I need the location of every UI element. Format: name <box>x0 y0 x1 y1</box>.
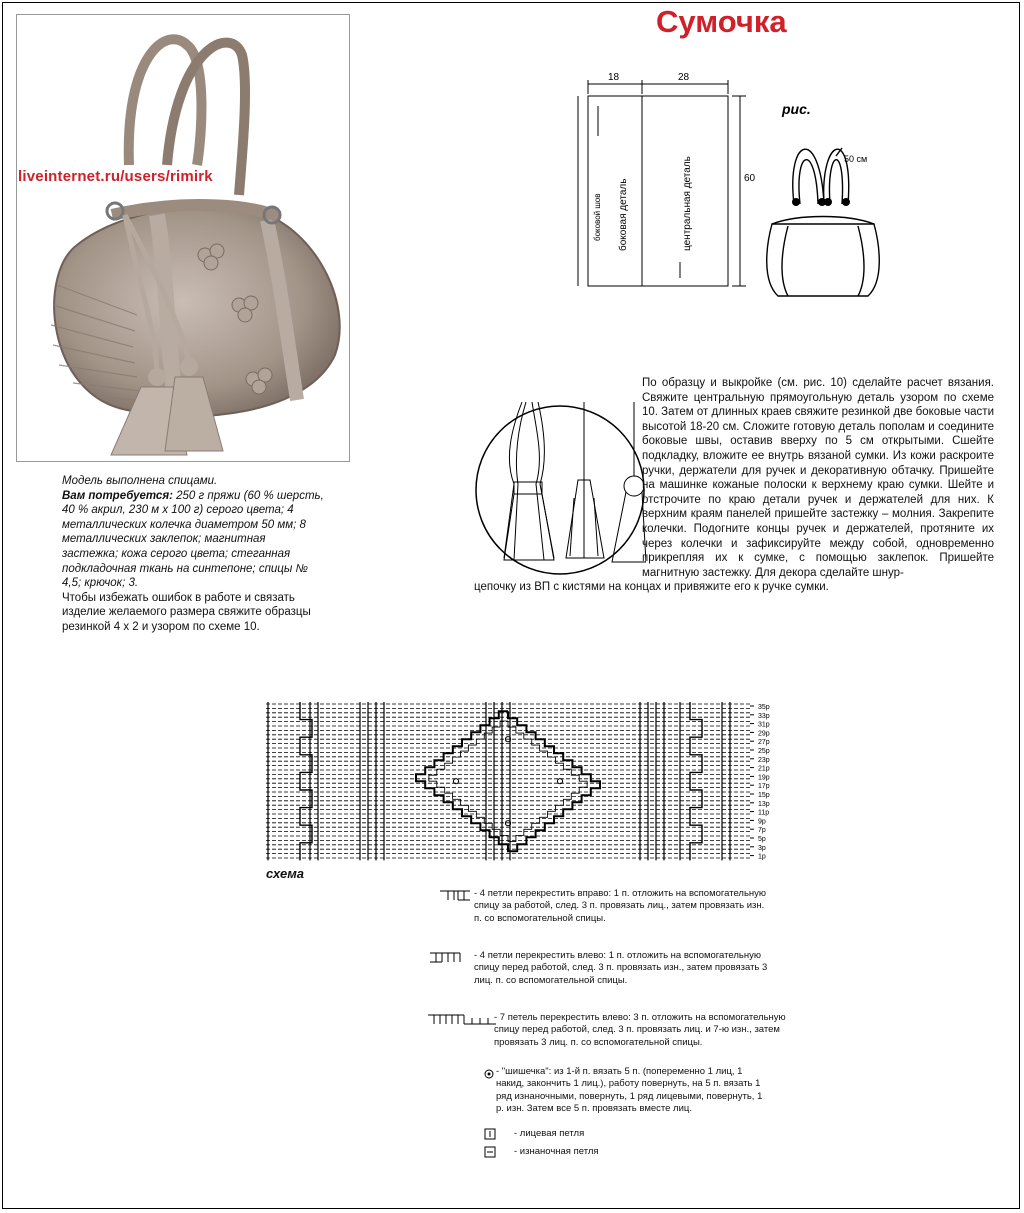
chart-row-label: 13р <box>758 800 770 808</box>
chart-row-label: 3р <box>758 844 766 852</box>
center-width-label: 28 <box>678 72 690 83</box>
chart-row-label: 9р <box>758 818 766 826</box>
chart-bobble <box>453 779 458 784</box>
chart-row-label: 25р <box>758 748 770 755</box>
legend-cross-left7 <box>428 1012 786 1062</box>
instructions-block <box>474 376 994 595</box>
chart-row-label: 33р <box>758 712 770 720</box>
height-label: 60 <box>744 173 756 184</box>
pattern-dimensions-diagram <box>570 66 770 298</box>
knit-symbol-icon <box>484 1128 498 1142</box>
legend-purl <box>484 1146 824 1162</box>
cross-left4-text: - 4 петли перекрестить влево: 1 п. отложить на вспомогательную спицу перед работой, след. 3 п. провязать изн., затем провязать 3 лиц. п. со вспомогательной спицы. <box>474 950 768 986</box>
chart-row-label: 5р <box>758 836 766 843</box>
chart-row-label: 19р <box>758 774 770 782</box>
materials-label: Вам потребуется: <box>62 489 173 502</box>
knit-text: - лицевая петля <box>514 1128 585 1139</box>
side-seam-label: боковой шов <box>593 193 602 241</box>
tassel-diagram <box>474 388 646 592</box>
legend-knit <box>484 1128 824 1144</box>
chart-row-label: 21р <box>758 765 770 773</box>
center-part-label: центральная деталь <box>682 156 693 251</box>
chart-row-label: 31р <box>758 721 770 729</box>
cross-left7-text: - 7 петель перекрестить влево: 3 п. отложить на вспомогательную спицу перед работой, след. 3 п. провязать лиц. и 7-ю изн., затем провязать 3 лиц. п. со вспомогательной спицы. <box>494 1012 786 1048</box>
instructions-tail: цепочку из ВП с кистями на концах и привяжите его к ручке сумки. <box>474 581 829 594</box>
chart-row-label: 7р <box>758 827 766 835</box>
watermark-text: liveinternet.ru/users/rimirk <box>18 168 213 185</box>
chart-row-label: 35р <box>758 704 770 711</box>
side-width-label: 18 <box>608 72 620 83</box>
purl-text: - изнаночная петля <box>514 1146 599 1157</box>
legend-cross-right <box>430 888 770 938</box>
bobble-text: - "шишечка": из 1-й п. вязать 5 п. (попеременно 1 лиц, 1 накид, закончить 1 лиц.), работу повернуть, на 5 п. вязать 1 ряд изнаночными, повернуть, 1 ряд лицевыми, повернуть, 1 р. изн. Затем все 5 п. провязать вместе лиц. <box>496 1066 763 1115</box>
purl-symbol-icon <box>484 1146 498 1160</box>
figure-label: рис. <box>782 101 811 117</box>
chart-row-label: 1р <box>758 853 766 861</box>
bag-photo <box>16 14 350 462</box>
cross-left7-symbol-icon <box>428 1012 498 1026</box>
knitted-bag-illustration <box>17 15 350 462</box>
chart-row-label: 29р <box>758 730 770 738</box>
chart-grid <box>266 702 754 860</box>
model-description <box>62 474 324 635</box>
gauge-tip-text: Чтобы избежать ошибок в работе и связать изделие желаемого размера свяжите образцы резинкой 4 х 2 и узором по схеме 10. <box>62 591 311 633</box>
page-title: Сумочка <box>656 4 787 39</box>
chart-row-label: 17р <box>758 783 770 791</box>
chart-row-label: 11р <box>758 809 770 817</box>
chart-diamond-outline <box>416 711 600 851</box>
legend-cross-left4 <box>430 950 770 1000</box>
model-line1: Модель выполнена спицами. <box>62 475 218 487</box>
side-part-label: боковая деталь <box>618 178 629 251</box>
handle-length-label: 50 см <box>844 154 868 164</box>
materials-text: 250 г пряжи (60 % шерсть, 40 % акрил, 230 м х 100 г) серого цвета; 4 металлических колечка диаметром 50 мм; 8 металлических заклепок; магнитная застежка; кожа серого цвета; стеганная подкладочная ткань на синтепоне; спицы № 4,5; крючок; 3. <box>62 489 324 590</box>
cross-left4-symbol-icon <box>430 950 474 964</box>
chart-row-label: 27р <box>758 739 770 747</box>
chart-row-label: 15р <box>758 792 770 799</box>
cross-right-text: - 4 петли перекрестить вправо: 1 п. отложить на вспомогательную спицу за работой, след. 3 п. провязать лиц., затем провязать изн. п. со вспомогательной спицы. <box>474 888 767 924</box>
bag-sketch-diagram <box>758 96 888 306</box>
chart-row-labels <box>758 704 770 861</box>
cross-right-symbol-icon <box>430 888 474 902</box>
knitting-chart <box>260 696 780 864</box>
instructions-main: По образцу и выкройке (см. рис. 10) сделайте расчет вязания. Свяжите центральную прямоугольную деталь узором по схеме 10. Затем от длинных краев свяжите резинкой две боковые части высотой 18-20 см. Сложите готовую деталь пополам и соедините боковые швы, оставив вверху по 5 см открытыми. Сшейте подкладку, вложите ее внутрь вязаной сумки. Из кожи раскроите ручки, держатели для ручек и декоративную обтачку. Пришейте на машинке кожаные полоски к верхнему краю сумки. Шейте и отстрочите по краю детали ручек и держателей для них. К верхним краям панелей пришейте застежку – молния. Закрепите колечки. Подогните концы ручек и держателей, протяните их через колечки и зафиксируйте между собой, одновременно прикрепляя их к сумке, с помощью заклепок. Пришейте магнитную застежку. Для декора сделайте шнур- <box>642 377 994 579</box>
schema-label: схема <box>266 866 305 881</box>
chart-row-label: 23р <box>758 756 770 764</box>
legend-bobble <box>482 1066 822 1116</box>
